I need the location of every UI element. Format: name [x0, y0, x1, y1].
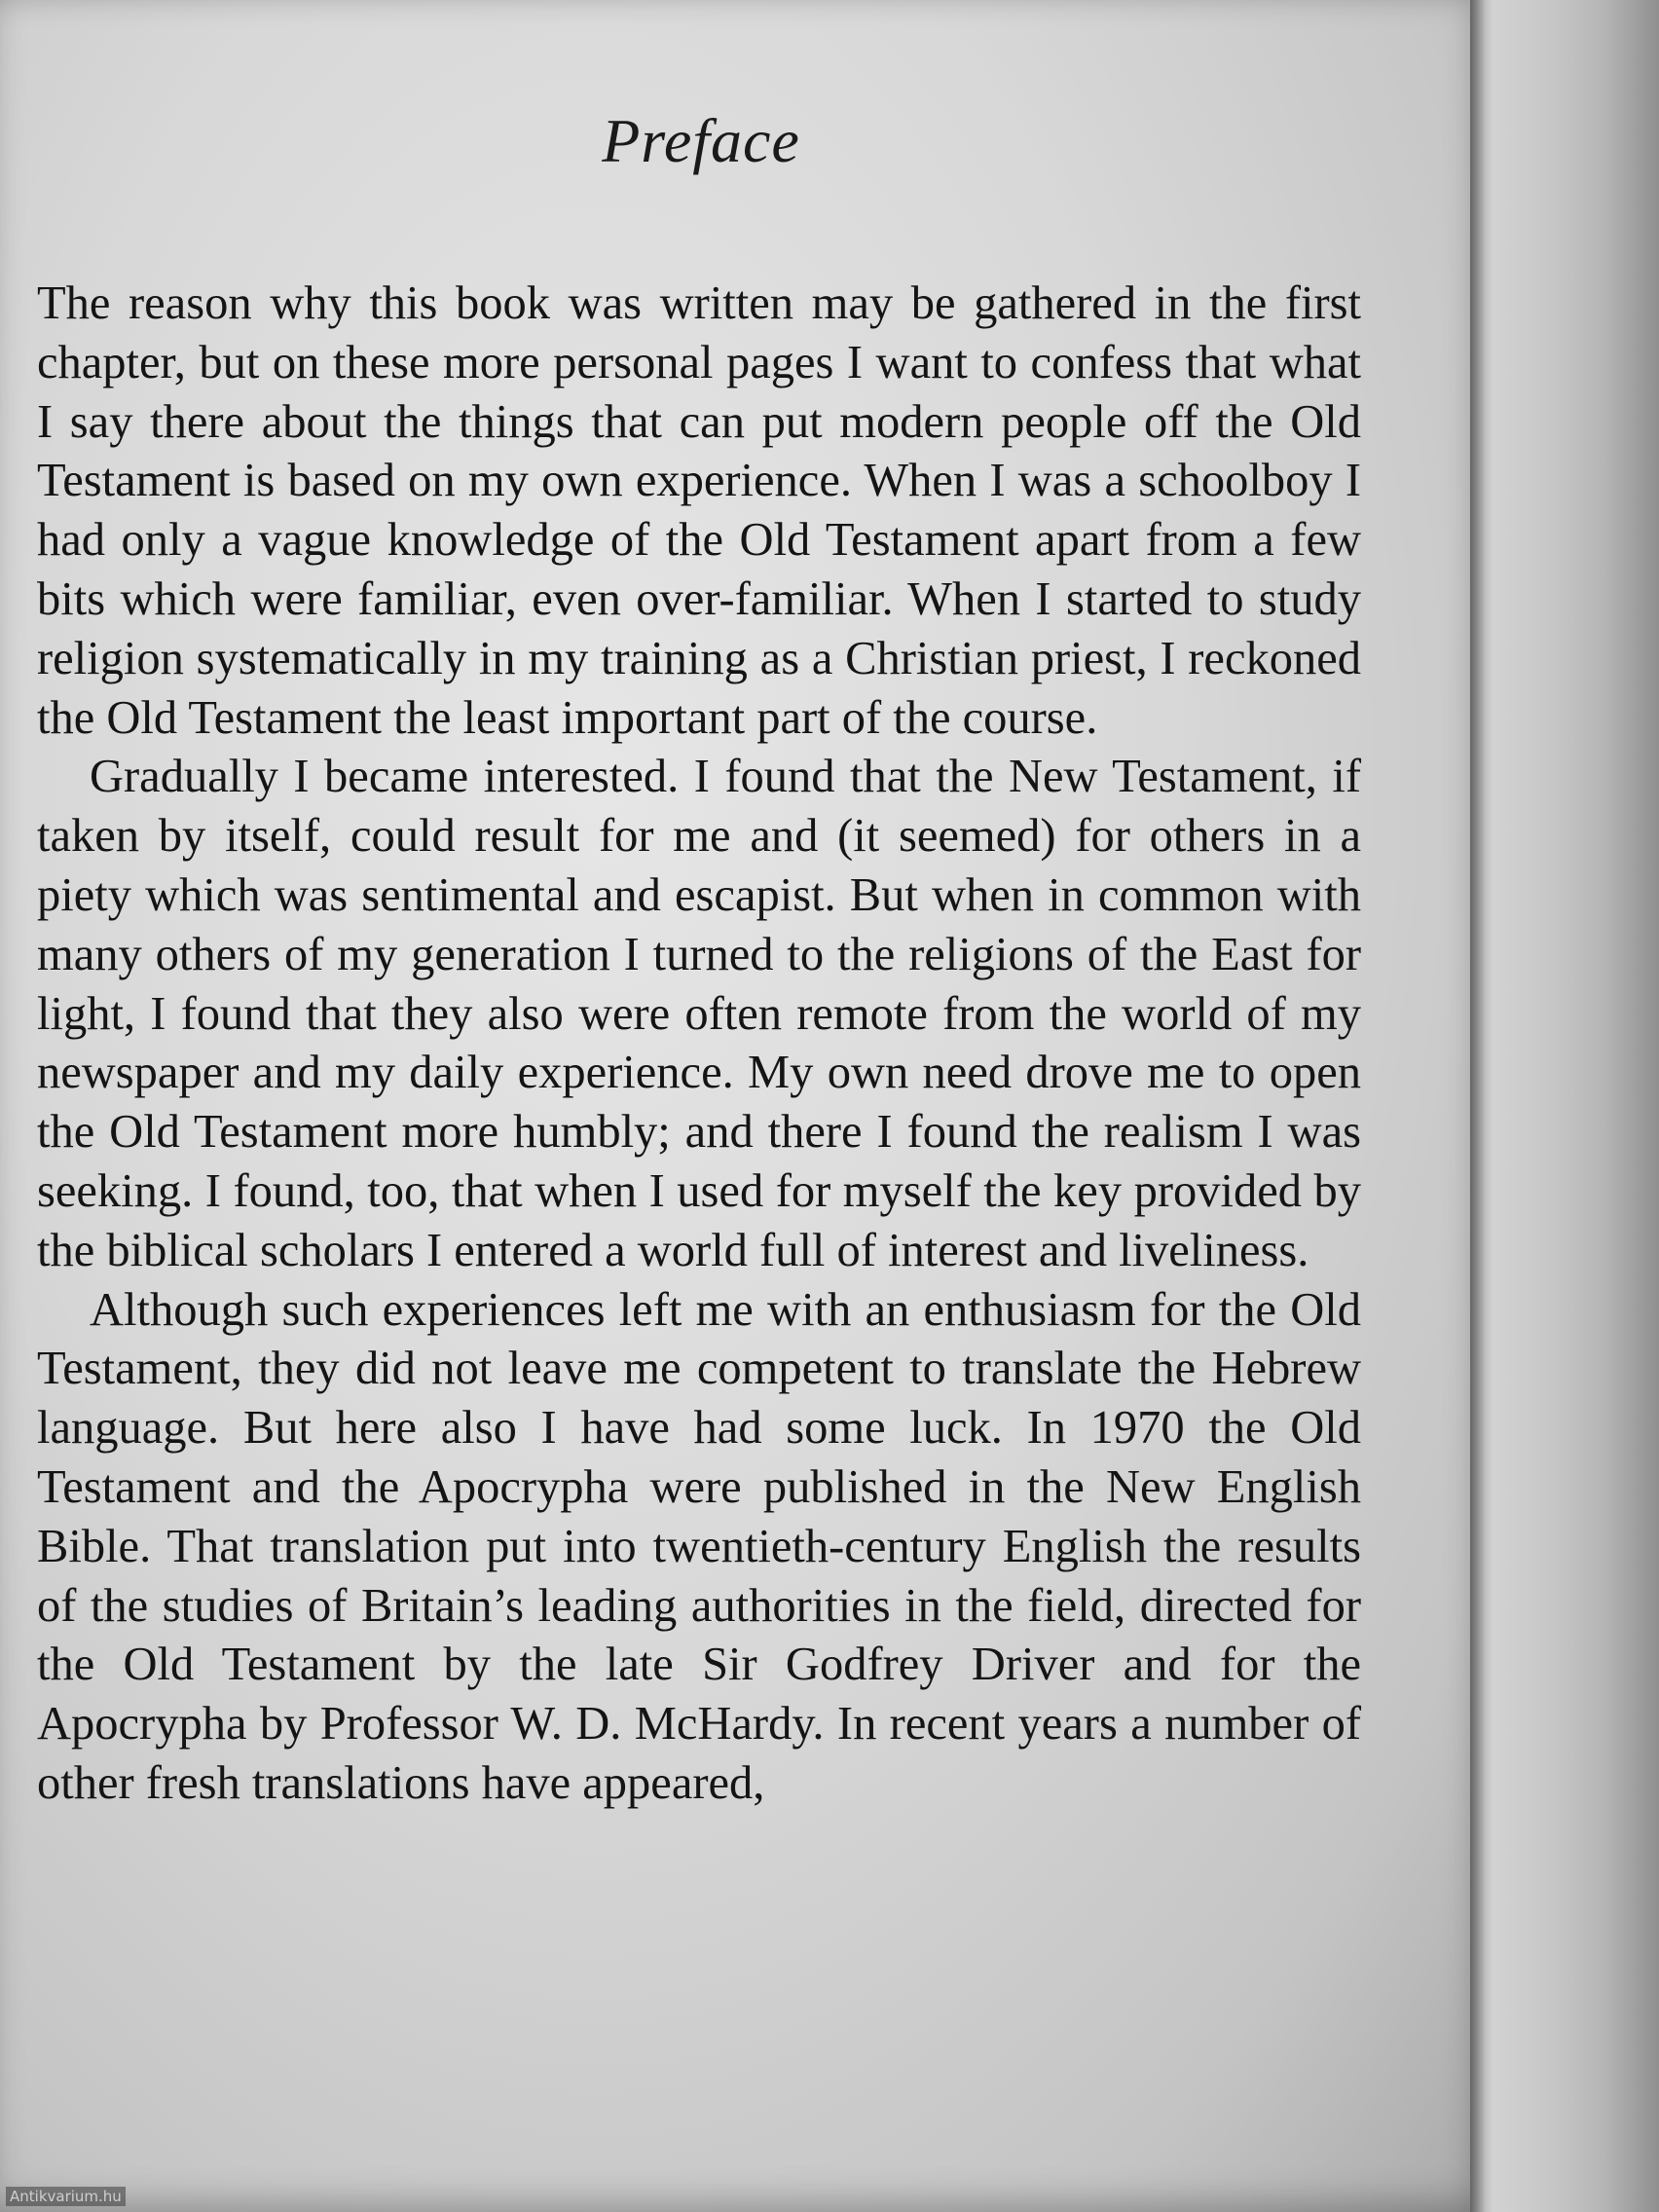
- body-text: [37, 275, 1361, 1814]
- paragraph-2: Gradually I became interested. I found that the New Testament, if taken by itself, could result for me and (it seemed) for others in a piety which was sentimental and escapist. But when in common with many others of my generation I turned to the religions of the East for light, I found that they also were often remote from the world of my newspaper and my daily experience. My own need drove me to open the Old Testament more humbly; and there I found the realism I was seeking. I found, too, that when I used for myself the key provided by the biblical scholars I entered a world full of interest and liveliness.: [37, 751, 1361, 1276]
- book-gutter: [1470, 0, 1659, 2212]
- paragraph-3: Although such experiences left me with an enthusiasm for the Old Testament, they did not leave me competent to translate the Hebrew language. But here also I have had some luck. In 1970 the Old Testament and the Apocrypha were published in the New English Bible. That translation put into twentieth-century English the results of the studies of Britain’s leading authorities in the field, directed for the Old Testament by the late Sir Godfrey Driver and for the Apocrypha by Professor W. D. McHardy. In recent years a number of other fresh translations have appeared,: [37, 1283, 1361, 1809]
- page-title: Preface: [602, 106, 800, 175]
- watermark: Antikvarium.hu: [6, 2187, 126, 2206]
- paragraph-1: The reason why this book was written may be gathered in the first chapter, but on these more personal pages I want to confess that what I say there about the things that can put modern people off the Old Testament is based on my own experience. When I was a schoolboy I had only a vague knowledge of the Old Testament apart from a few bits which were familiar, even over-familiar. When I started to study religion systematically in my training as a Christian priest, I reckoned the Old Testament the least important part of the course.: [37, 277, 1361, 744]
